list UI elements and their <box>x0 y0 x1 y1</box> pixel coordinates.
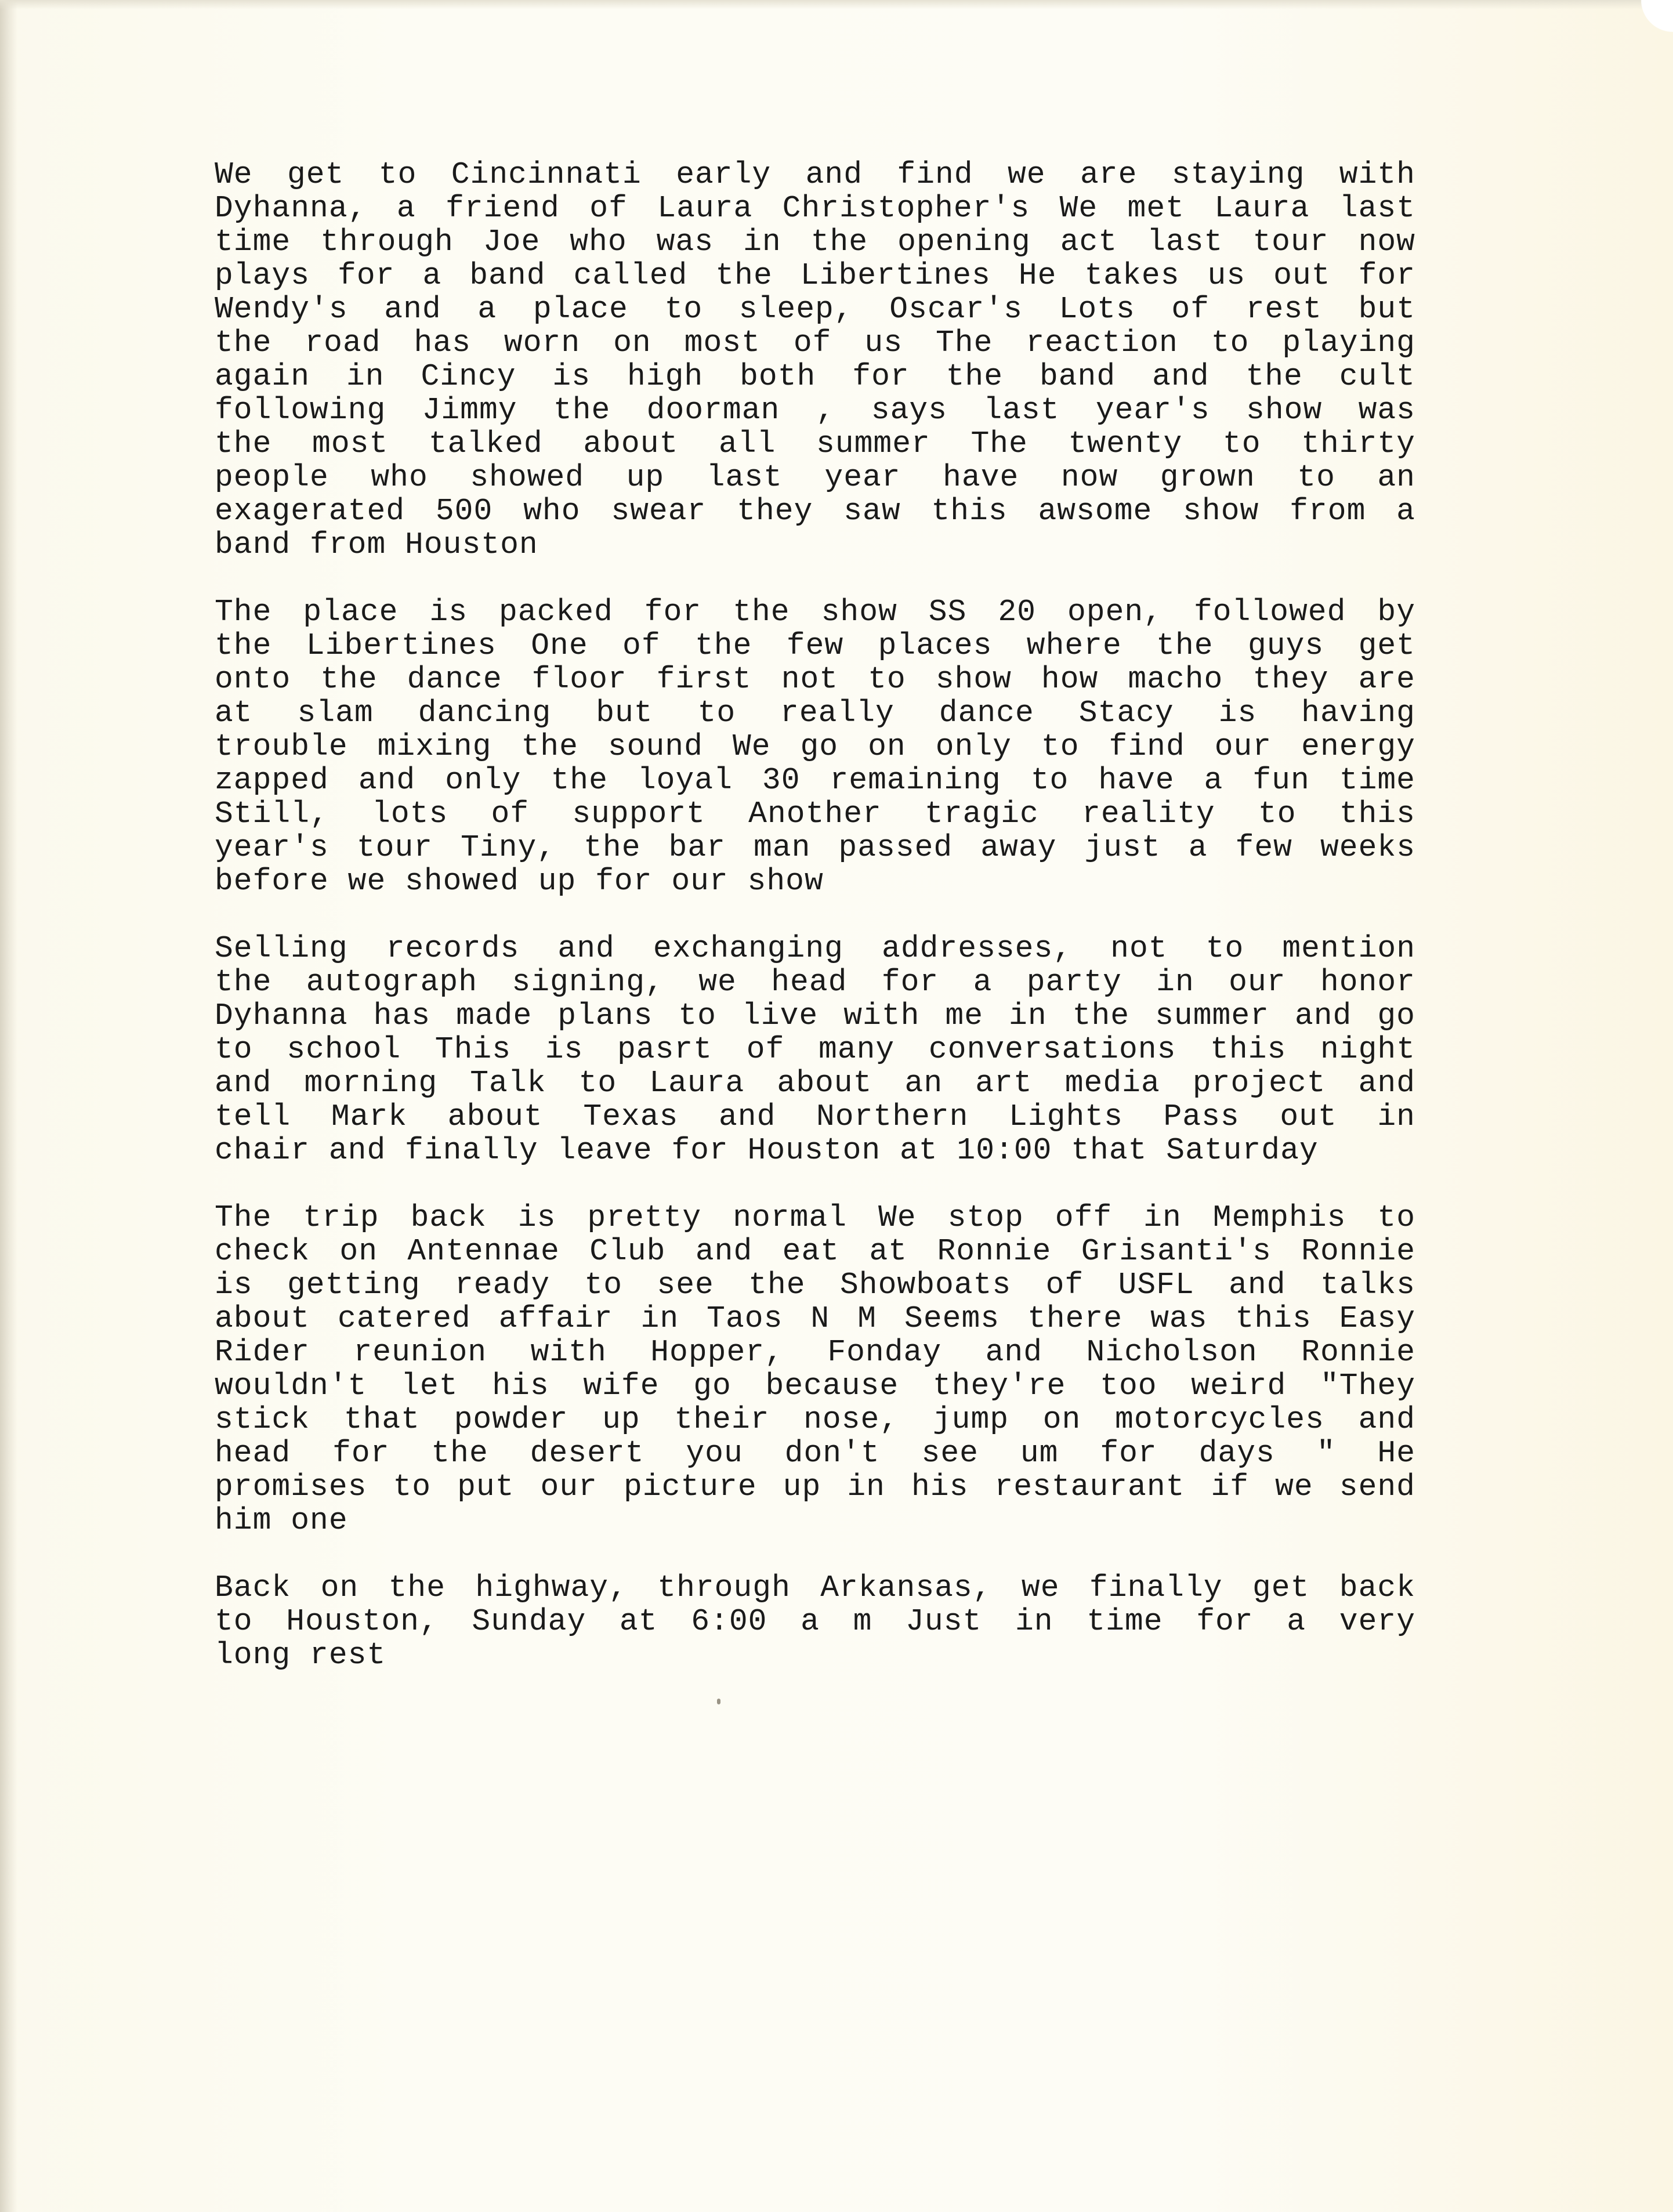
paragraph-home <box>215 1571 1415 1672</box>
text-line: long rest <box>215 1638 386 1672</box>
text-line: promises to put our picture up in his restaurant if we send <box>215 1470 1415 1504</box>
text-line: head for the desert you don't see um for days " He <box>215 1436 1415 1470</box>
text-line: him one <box>215 1504 348 1537</box>
text-line: chair and finally leave for Houston at 10:00 that Saturday <box>215 1134 1319 1167</box>
text-line: The place is packed for the show SS 20 open, followed by <box>215 595 1415 629</box>
text-line: at slam dancing but to really dance Stacy is having <box>215 696 1415 730</box>
text-line: and morning Talk to Laura about an art media project and <box>215 1066 1415 1100</box>
text-line: Still, lots of support Another tragic reality to this <box>215 797 1415 831</box>
text-line: the autograph signing, we head for a party in our honor <box>215 965 1415 999</box>
text-line: is getting ready to see the Showboats of USFL and talks <box>215 1268 1415 1302</box>
text-line: to Houston, Sunday at 6:00 a m Just in time for a very <box>215 1605 1415 1638</box>
text-line: Wendy's and a place to sleep, Oscar's Lots of rest but <box>215 292 1415 326</box>
page-top-shadow <box>0 0 1673 9</box>
text-line: following Jimmy the doorman , says last year's show was <box>215 393 1415 427</box>
paper-speck <box>717 1699 720 1704</box>
text-line: the most talked about all summer The twenty to thirty <box>215 427 1415 461</box>
text-line: onto the dance floor first not to show how macho they are <box>215 662 1415 696</box>
text-line: exagerated 500 who swear they saw this awsome show from a <box>215 494 1415 528</box>
text-line: wouldn't let his wife go because they're too weird "They <box>215 1369 1415 1403</box>
text-line: to school This is pasrt of many conversations this night <box>215 1033 1415 1066</box>
text-line: The trip back is pretty normal We stop off in Memphis to <box>215 1201 1415 1234</box>
text-line: year's tour Tiny, the bar man passed away just a few weeks <box>215 831 1415 864</box>
text-line: Dyhanna has made plans to live with me in the summer and go <box>215 999 1415 1033</box>
page-corner <box>1632 0 1673 41</box>
text-line: Dyhanna, a friend of Laura Christopher's We met Laura last <box>215 191 1415 225</box>
text-line: trouble mixing the sound We go on only to find our energy <box>215 730 1415 763</box>
text-line: before we showed up for our show <box>215 864 824 898</box>
text-line: check on Antennae Club and eat at Ronnie Grisanti's Ronnie <box>215 1234 1415 1268</box>
paragraph-trip-back <box>215 1201 1415 1537</box>
text-line: Selling records and exchanging addresses, not to mention <box>215 932 1415 965</box>
text-line: again in Cincy is high both for the band and the cult <box>215 360 1415 393</box>
text-line: people who showed up last year have now grown to an <box>215 461 1415 494</box>
text-line: time through Joe who was in the opening act last tour now <box>215 225 1415 259</box>
text-line: plays for a band called the Libertines He takes us out for <box>215 259 1415 292</box>
text-line: stick that powder up their nose, jump on motorcycles and <box>215 1403 1415 1436</box>
text-line: We get to Cincinnati early and find we are staying with <box>215 158 1415 191</box>
text-line: Rider reunion with Hopper, Fonday and Nicholson Ronnie <box>215 1335 1415 1369</box>
paragraph-the-show <box>215 595 1415 898</box>
text-line: band from Houston <box>215 528 538 562</box>
text-line: the Libertines One of the few places where the guys get <box>215 629 1415 662</box>
text-line: about catered affair in Taos N M Seems there was this Easy <box>215 1302 1415 1335</box>
typed-text-body <box>215 158 1415 1706</box>
page-edge-shadow <box>0 0 17 2212</box>
text-line: tell Mark about Texas and Northern Lights Pass out in <box>215 1100 1415 1134</box>
paragraph-cincinnati-arrival <box>215 158 1415 562</box>
text-line: zapped and only the loyal 30 remaining to have a fun time <box>215 763 1415 797</box>
text-line: Back on the highway, through Arkansas, we finally get back <box>215 1571 1415 1605</box>
paragraph-after-party <box>215 932 1415 1167</box>
text-line: the road has worn on most of us The reaction to playing <box>215 326 1415 360</box>
